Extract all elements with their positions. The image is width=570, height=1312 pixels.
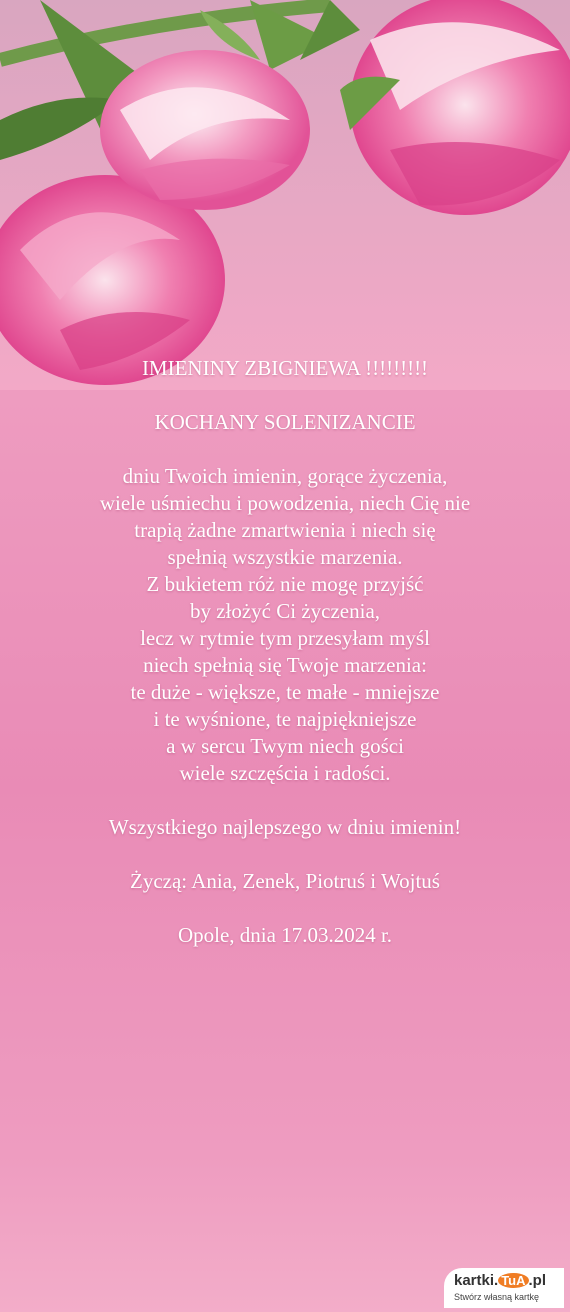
closing-wish: Wszystkiego najlepszego w dniu imienin!	[108, 815, 462, 839]
logo-tagline: Stwórz własną kartkę	[454, 1292, 540, 1302]
place-date: Opole, dnia 17.03.2024 r.	[177, 923, 393, 947]
poem-line: Z bukietem róż nie mogę przyjść	[146, 572, 424, 596]
signature: Życzą: Ania, Zenek, Piotruś i Wojtuś	[130, 869, 440, 893]
poem-line: i te wyśnione, te najpiękniejsze	[153, 707, 417, 731]
card-salutation: KOCHANY SOLENIZANCIE	[154, 410, 416, 434]
poem-line: a w sercu Twym niech gości	[166, 734, 404, 758]
tua-badge: TuA	[498, 1273, 528, 1288]
poem-line: by złożyć Ci życzenia,	[189, 599, 381, 623]
poem-line: spełnią wszystkie marzenia.	[167, 545, 403, 569]
greeting-message	[20, 355, 550, 949]
poem-line: wiele uśmiechu i powodzenia, niech Cię nie	[99, 491, 471, 515]
kartki-tua-logo[interactable]	[444, 1268, 564, 1308]
poem-line: niech spełnią się Twoje marzenia:	[143, 653, 427, 677]
roses-image	[0, 0, 570, 390]
card-title: IMIENINY ZBIGNIEWA !!!!!!!!!	[141, 356, 429, 380]
poem-line: trapią żadne zmartwienia i niech się	[134, 518, 436, 542]
logo-wordmark: kartki. TuA .pl	[454, 1272, 547, 1289]
poem-line: te duże - większe, te małe - mniejsze	[130, 680, 440, 704]
poem-line: wiele szczęścia i radości.	[179, 761, 391, 785]
poem-line: dniu Twoich imienin, gorące życzenia,	[122, 464, 448, 488]
poem-line: lecz w rytmie tym przesyłam myśl	[140, 626, 430, 650]
